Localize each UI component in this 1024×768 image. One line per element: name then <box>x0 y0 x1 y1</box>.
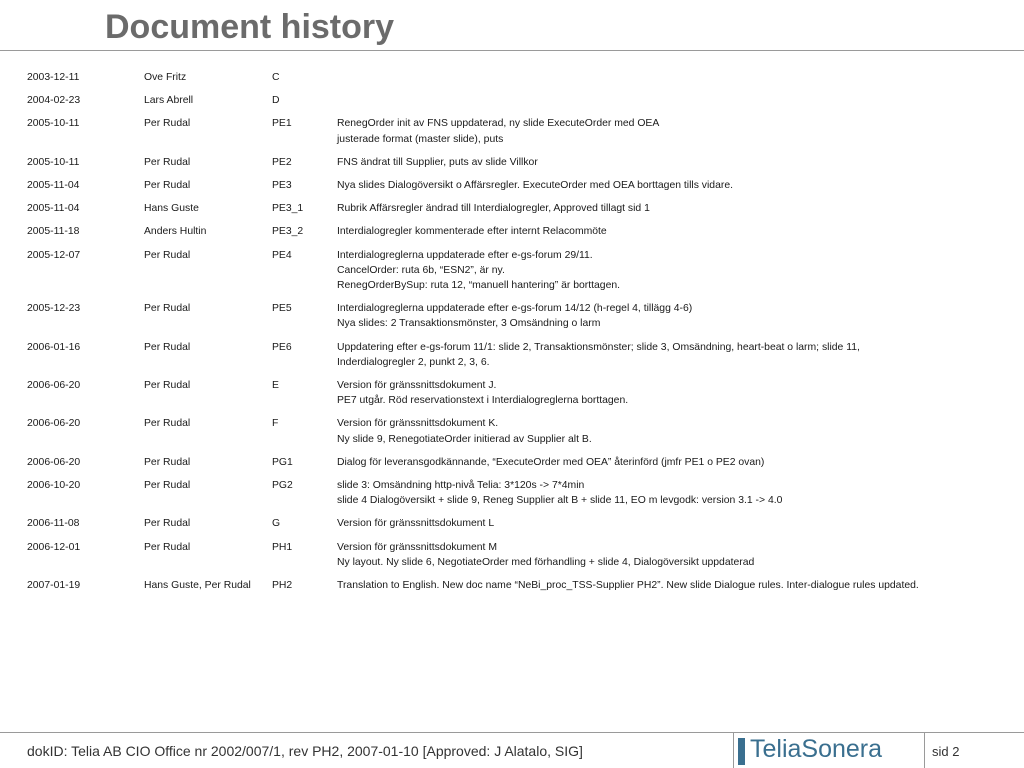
history-revision: PE3 <box>272 180 292 192</box>
history-row <box>27 93 1007 108</box>
history-date: 2006-11-08 <box>27 518 80 530</box>
history-description <box>337 378 1007 408</box>
page-title: Document history <box>105 8 395 46</box>
history-revision: PH1 <box>272 541 293 553</box>
history-date: 2005-11-18 <box>27 226 80 238</box>
history-revision: C <box>272 72 280 83</box>
history-description <box>337 301 1007 331</box>
history-row <box>27 516 1007 531</box>
history-date: 2006-06-20 <box>27 418 81 430</box>
history-description-line: Ny layout. Ny slide 6, NegotiateOrder med förhandling + slide 4, Dialogöversikt uppdaterad <box>337 556 755 568</box>
history-row <box>27 301 1007 331</box>
history-row <box>27 155 1007 170</box>
history-row <box>27 201 1007 216</box>
history-author: Per Rudal <box>144 418 191 430</box>
history-description <box>337 578 1007 593</box>
history-revision: E <box>272 380 279 392</box>
history-description-line: Uppdatering efter e-gs-forum 11/1: slide 2, Transaktionsmönster; slide 3, Omsändning, heart-beat o larm; slide 11, <box>337 341 860 353</box>
history-description-line: PE7 utgår. Röd reservationstext i Interdialogreglerna borttagen. <box>337 395 629 407</box>
history-row <box>27 248 1007 294</box>
history-author: Per Rudal <box>144 341 191 353</box>
history-description-line: slide 3: Omsändning http-nivå Telia: 3*120s -> 7*4min <box>337 480 585 492</box>
history-author: Hans Guste, Per Rudal <box>144 580 251 592</box>
history-description <box>337 416 1007 446</box>
history-row <box>27 340 1007 370</box>
history-row <box>27 224 1007 239</box>
history-description <box>337 248 1007 294</box>
history-date: 2005-12-23 <box>27 303 81 315</box>
history-revision: PE2 <box>272 156 292 168</box>
history-description-line: slide 4 Dialogöversikt + slide 9, Reneg Supplier alt B + slide 11, EO m levgodk: version 3.1 -> 4.0 <box>337 495 783 507</box>
history-row <box>27 455 1007 470</box>
history-author: Per Rudal <box>144 380 191 392</box>
history-description-line: Version för gränssnittsdokument K. <box>337 418 499 430</box>
history-author: Per Rudal <box>144 180 191 192</box>
history-description-line: Interdialogregler kommenterade efter internt Relacommöte <box>337 226 607 238</box>
history-row <box>27 478 1007 508</box>
history-date: 2004-02-23 <box>27 95 81 107</box>
history-date: 2005-10-11 <box>27 156 80 168</box>
history-author: Per Rudal <box>144 156 191 168</box>
history-date: 2006-06-20 <box>27 380 81 392</box>
history-revision: PH2 <box>272 580 293 592</box>
history-revision: D <box>272 95 280 107</box>
history-description <box>337 116 1007 146</box>
history-date: 2006-01-16 <box>27 341 81 353</box>
history-description-line: Version för gränssnittsdokument J. <box>337 380 497 392</box>
history-description <box>337 70 1007 85</box>
logo-wordmark: TeliaSonera <box>750 735 883 763</box>
history-description <box>337 516 1007 531</box>
history-author: Per Rudal <box>144 480 191 492</box>
history-row <box>27 540 1007 570</box>
history-description-line: Interdialogreglerna uppdaterade efter e-gs-forum 14/12 (h-regel 4, tillägg 4-6) <box>337 303 693 315</box>
history-description <box>337 201 1007 216</box>
history-revision: F <box>272 418 279 430</box>
history-description-line: Ny slide 9, RenegotiateOrder initierad av Supplier alt B. <box>337 433 592 445</box>
history-description-line: Dialog för leveransgodkännande, “ExecuteOrder med OEA” återinförd (jmfr PE1 o PE2 ovan) <box>337 456 765 468</box>
history-author: Per Rudal <box>144 118 191 130</box>
history-description-line: FNS ändrat till Supplier, puts av slide Villkor <box>337 156 538 168</box>
history-description <box>337 455 1007 470</box>
history-revision: PE3_2 <box>272 226 304 238</box>
history-row <box>27 70 1007 85</box>
company-logo <box>733 733 925 768</box>
history-date: 2003-12-11 <box>27 72 80 83</box>
history-revision: PE3_1 <box>272 203 304 215</box>
history-description-line: Rubrik Affärsregler ändrad till Interdialogregler, Approved tillagt sid 1 <box>337 203 650 215</box>
history-description <box>337 93 1007 108</box>
history-description <box>337 155 1007 170</box>
history-description <box>337 224 1007 239</box>
history-revision: PE4 <box>272 249 292 261</box>
history-author: Anders Hultin <box>144 226 207 238</box>
history-date: 2007-01-19 <box>27 580 81 592</box>
history-row <box>27 178 1007 193</box>
logo-mark-icon <box>738 738 745 765</box>
history-description-line: Translation to English. New doc name “NeBi_proc_TSS-Supplier PH2”. New slide Dialogue rules. Inter-dialogue rules updated. <box>337 580 919 592</box>
history-revision: PE1 <box>272 118 292 130</box>
history-row <box>27 378 1007 408</box>
history-description <box>337 178 1007 193</box>
history-description-line: Version för gränssnittsdokument L <box>337 518 495 530</box>
footer-doc-id: dokID: Telia AB CIO Office nr 2002/007/1, rev PH2, 2007-01-10 [Approved: J Alatalo, SIG] <box>27 743 583 759</box>
history-author: Per Rudal <box>144 249 191 261</box>
history-date: 2006-06-20 <box>27 456 81 468</box>
history-description-line: Nya slides Dialogöversikt o Affärsregler. ExecuteOrder med OEA borttagen tills vidare. <box>337 180 733 192</box>
history-date: 2005-10-11 <box>27 118 80 130</box>
history-author: Per Rudal <box>144 456 191 468</box>
history-description-line: Version för gränssnittsdokument M <box>337 541 497 553</box>
history-author: Per Rudal <box>144 541 191 553</box>
history-description <box>337 478 1007 508</box>
history-author: Per Rudal <box>144 518 191 530</box>
history-revision: PE5 <box>272 303 292 315</box>
history-date: 2006-10-20 <box>27 480 81 492</box>
history-revision: PG2 <box>272 480 293 492</box>
document-history-table <box>27 70 1007 601</box>
history-author: Hans Guste <box>144 203 199 215</box>
page-number: sid 2 <box>932 744 960 759</box>
history-description-line: CancelOrder: ruta 6b, “ESN2”, är ny. <box>337 264 505 276</box>
history-description-line: justerade format (master slide), puts <box>337 133 504 145</box>
title-divider <box>0 50 1024 51</box>
history-date: 2005-12-07 <box>27 249 81 261</box>
history-row <box>27 578 1007 593</box>
history-author: Lars Abrell <box>144 95 194 107</box>
history-author: Per Rudal <box>144 303 191 315</box>
history-description-line: RenegOrderBySup: ruta 12, “manuell hantering” är borttagen. <box>337 280 621 292</box>
history-revision: PE6 <box>272 341 292 353</box>
history-author: Ove Fritz <box>144 72 187 83</box>
history-description-line: RenegOrder init av FNS uppdaterad, ny slide ExecuteOrder med OEA <box>337 118 660 130</box>
history-date: 2006-12-01 <box>27 541 81 553</box>
history-description <box>337 340 1007 370</box>
history-description-line: Nya slides: 2 Transaktionsmönster, 3 Omsändning o larm <box>337 318 601 330</box>
history-description-line: Inderdialogregler 2, punkt 2, 3, 6. <box>337 356 490 368</box>
history-row <box>27 116 1007 146</box>
history-description <box>337 540 1007 570</box>
history-revision: G <box>272 518 281 530</box>
history-row <box>27 416 1007 446</box>
history-date: 2005-11-04 <box>27 180 80 192</box>
history-date: 2005-11-04 <box>27 203 80 215</box>
history-description-line: Interdialogreglerna uppdaterade efter e-gs-forum 29/11. <box>337 249 593 261</box>
history-revision: PG1 <box>272 456 293 468</box>
